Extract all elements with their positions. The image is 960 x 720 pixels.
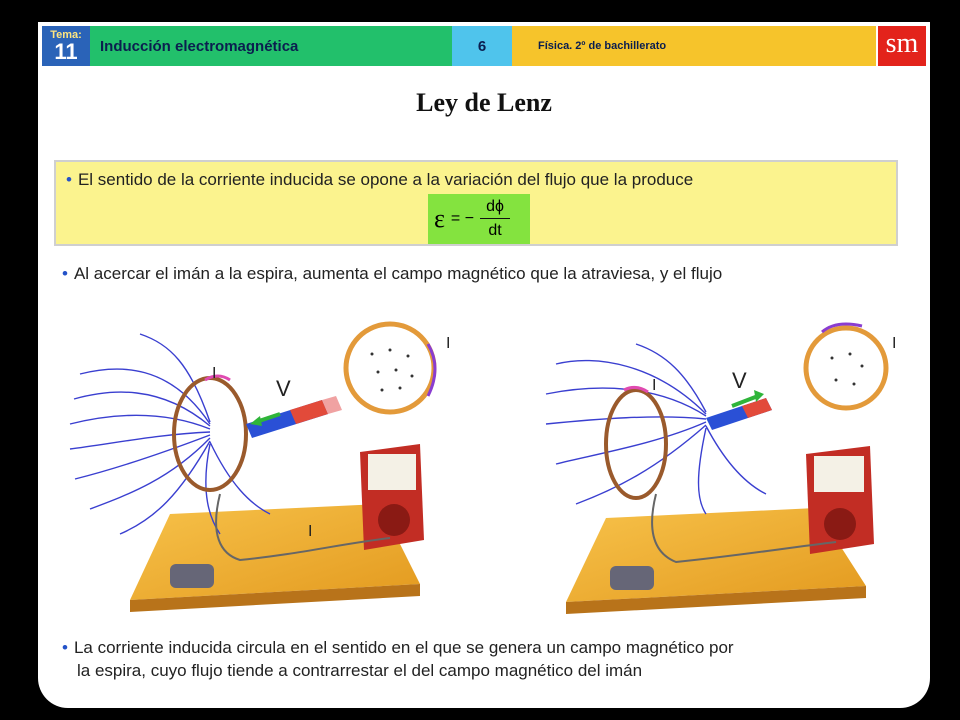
- induction-figure-right: [506, 304, 906, 624]
- page-number: 6: [452, 26, 512, 66]
- velocity-label: V: [732, 368, 747, 393]
- velocity-label: V: [276, 376, 291, 401]
- law-statement-box: [54, 160, 898, 246]
- inset-current-label: I: [892, 335, 897, 352]
- page-title: Ley de Lenz: [416, 88, 552, 117]
- multimeter-icon: [360, 444, 424, 550]
- field-lines: [70, 334, 270, 534]
- tema-label: Tema:: [50, 28, 82, 41]
- current-label: I: [652, 377, 657, 394]
- wire-current-label: I: [308, 523, 313, 540]
- loop-inset: [346, 324, 435, 412]
- conclusion-line-2: la espira, cuyo flujo tiende a contrarrestar el del campo magnético del imán: [77, 661, 643, 680]
- induction-figure-left: [60, 304, 460, 624]
- formula-fraction: [480, 199, 510, 239]
- magnet-icon: [246, 396, 342, 438]
- coil-loop-icon: [606, 390, 666, 498]
- law-statement: • El sentido de la corriente inducida se opone a la variación del flujo que la produce: [66, 170, 693, 190]
- switch-icon: [170, 564, 214, 588]
- multimeter-icon: [806, 446, 874, 554]
- tema-number: 11: [54, 38, 78, 64]
- formula-numerator: dϕ: [480, 199, 510, 219]
- formula-box: [428, 194, 530, 244]
- tema-badge: [42, 26, 90, 66]
- approach-bullet: • Al acercar el imán a la espira, aumenta el campo magnético que la atraviesa, y el flujo: [62, 264, 722, 284]
- unit-title: Inducción electromagnética: [90, 26, 452, 66]
- conclusion-bullet: [62, 638, 902, 681]
- loop-inset: [806, 324, 886, 408]
- inset-current-label: I: [446, 335, 451, 352]
- sm-logo: sm: [878, 26, 926, 66]
- slide: [38, 22, 930, 708]
- formula-equals: = −: [450, 210, 475, 227]
- header-bar: [42, 26, 926, 66]
- formula-denominator: dt: [488, 222, 502, 239]
- course-label: Física. 2º de bachillerato: [512, 26, 876, 66]
- switch-icon: [610, 566, 654, 590]
- current-label: I: [212, 365, 217, 382]
- formula-emf: ε: [434, 204, 445, 233]
- conclusion-line-1: • La corriente inducida circula en el sentido en el que se genera un campo magnético por: [62, 638, 734, 657]
